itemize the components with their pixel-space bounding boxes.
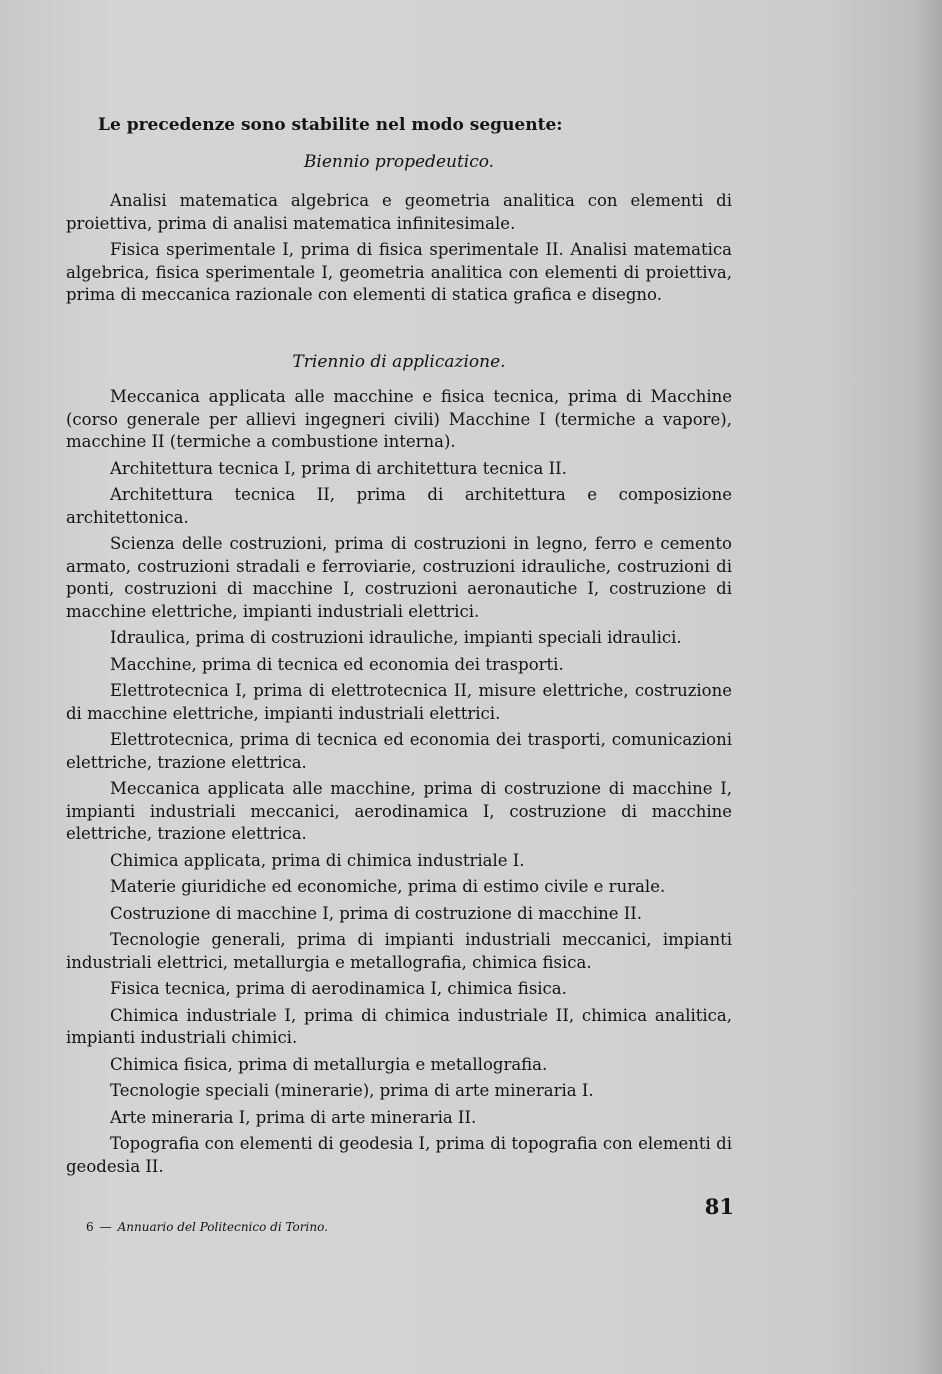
paragraph: Topografia con elementi di geodesia I, prima di topografia con elementi di geodesia II.: [66, 1134, 732, 1176]
paragraph: Architettura tecnica II, prima di architettura e composizione architettonica.: [66, 485, 732, 527]
paragraph: Arte mineraria I, prima di arte mineraria II.: [110, 1107, 477, 1127]
section-title-triennio: Triennio di applicazione.: [292, 352, 506, 372]
signature-footnote: [86, 1219, 328, 1235]
paragraph: Tecnologie speciali (minerarie), prima di arte mineraria I.: [110, 1081, 594, 1100]
signature-number: 6: [86, 1220, 94, 1234]
paragraph: Chimica industriale I, prima di chimica industriale II, chimica analitica, impianti industriali chimici.: [66, 1005, 732, 1047]
paragraph: Analisi matematica algebrica e geometria analitica con elementi di proiettiva, prima di analisi matematica infinitesimale.: [66, 191, 732, 233]
section-triennio-body: [66, 386, 732, 1182]
section-biennio-body: [66, 190, 732, 311]
page-heading: Le precedenze sono stabilite nel modo seguente:: [98, 115, 563, 135]
paragraph: Idraulica, prima di costruzioni idrauliche, impianti speciali idraulici.: [110, 628, 682, 647]
paragraph: Meccanica applicata alle macchine, prima di costruzione di macchine I, impianti industriali meccanici, aerodinamica I, costruzione di macchine elettriche, trazione elettrica.: [66, 779, 732, 843]
footnote-dash: —: [99, 1220, 112, 1234]
paragraph: Scienza delle costruzioni, prima di costruzioni in legno, ferro e cemento armato, costruzioni stradali e ferroviarie, costruzioni idrauliche, costruzioni di ponti, costruzioni di macchine I, costruzioni aeronautiche I, costruzione di macchine elettriche, impianti industriali elettrici.: [66, 534, 732, 621]
section-title-biennio: Biennio propedeutico.: [303, 152, 495, 172]
paragraph: Costruzione di macchine I, prima di costruzione di macchine II.: [110, 903, 643, 923]
paragraph: Elettrotecnica I, prima di elettrotecnica II, misure elettriche, costruzione di macchine elettriche, impianti industriali elettrici.: [66, 681, 732, 723]
paragraph: Meccanica applicata alle macchine e fisica tecnica, prima di Macchine (corso generale per allievi ingegneri civili) Macchine I (termiche a vapore), macchine II (termiche a combustione interna).: [66, 387, 732, 451]
paragraph: Architettura tecnica I, prima di architettura tecnica II.: [110, 458, 567, 478]
paragraph: Elettrotecnica, prima di tecnica ed economia dei trasporti, comunicazioni elettriche, trazione elettrica.: [66, 730, 732, 772]
paragraph: Macchine, prima di tecnica ed economia dei trasporti.: [110, 654, 564, 674]
paragraph: Materie giuridiche ed economiche, prima di estimo civile e rurale.: [110, 877, 666, 896]
paragraph: Tecnologie generali, prima di impianti industriali meccanici, impianti industriali elettrici, metallurgia e metallografia, chimica fisica.: [66, 930, 732, 972]
paragraph: Fisica tecnica, prima di aerodinamica I, chimica fisica.: [110, 979, 567, 998]
page-number: 81: [704, 1194, 734, 1219]
paragraph: Chimica fisica, prima di metallurgia e metallografia.: [110, 1054, 548, 1074]
paragraph: Chimica applicata, prima di chimica industriale I.: [110, 850, 525, 870]
paragraph: Fisica sperimentale I, prima di fisica sperimentale II. Analisi matematica algebrica, fisica sperimentale I, geometria analitica con elementi di proiettiva, prima di meccanica razionale con elementi di statica grafica e disegno.: [66, 240, 732, 304]
publication-title: Annuario del Politecnico di Torino.: [117, 1220, 328, 1234]
